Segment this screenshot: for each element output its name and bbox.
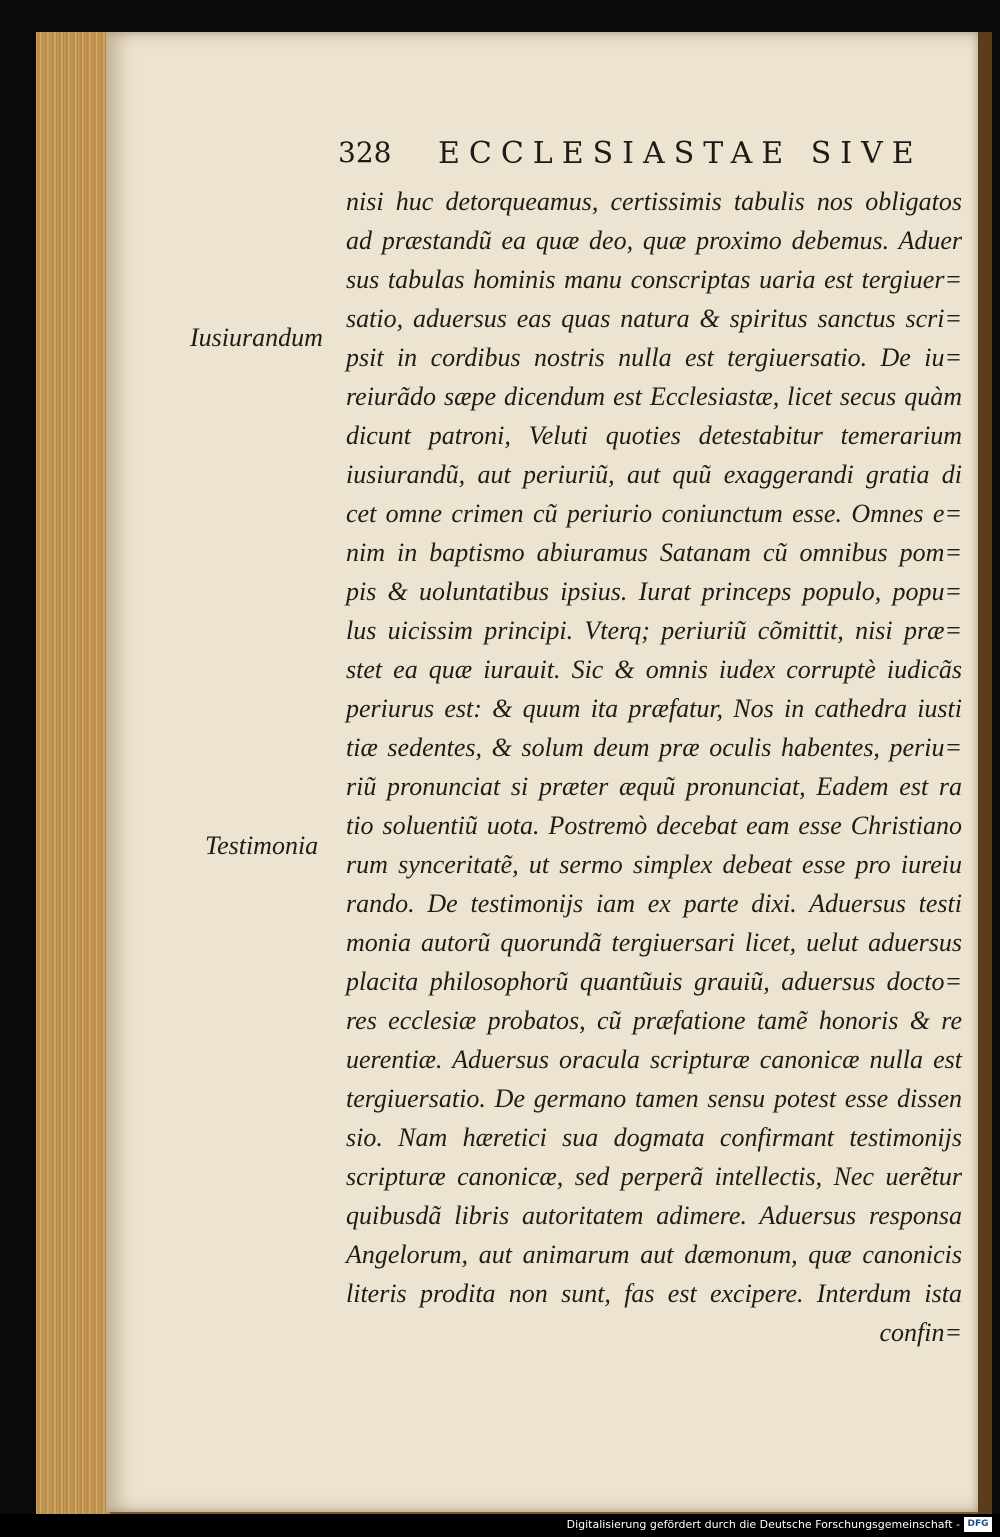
- text-line: uerentiæ. Aduersus oracula scripturæ canonicæ nulla est: [346, 1045, 962, 1074]
- text-line: dicunt patroni, Veluti quoties detestabitur temerarium: [346, 421, 962, 450]
- text-line: nisi huc detorqueamus, certissimis tabulis nos obligatos: [346, 187, 962, 216]
- text-line: periurus est: & quum ita præfatur, Nos in cathedra iusti: [346, 694, 962, 723]
- text-line: quibusdã libris autoritatem adimere. Aduersus responsa: [346, 1201, 962, 1230]
- text-line: sus tabulas hominis manu conscriptas uaria est tergiuer=: [346, 265, 962, 294]
- catchword: confin=: [879, 1318, 962, 1347]
- text-line: pis & uoluntatibus ipsius. Iurat princeps populo, popu=: [346, 577, 962, 606]
- text-line: iusiurandũ, aut periuriũ, aut quũ exaggerandi gratia di: [346, 460, 962, 489]
- footer-bar: [0, 1514, 1000, 1537]
- text-line: scripturæ canonicæ, sed perperã intellectis, Nec uerẽtur: [346, 1162, 962, 1191]
- text-line: tiæ sedentes, & solum deum præ oculis habentes, periu=: [346, 733, 962, 762]
- text-line: nim in baptismo abiuramus Satanam cũ omnibus pom=: [346, 538, 962, 567]
- body-text: [346, 182, 962, 1352]
- text-line: reiurãdo sæpe dicendum est Ecclesiastæ, licet secus quàm: [346, 382, 962, 411]
- marginal-note-iusiurandum: Iusiurandum: [190, 323, 323, 352]
- text-line: cet omne crimen cũ periurio coniunctum esse. Omnes e=: [346, 499, 962, 528]
- binding-edge: [978, 32, 992, 1514]
- text-line: Angelorum, aut animarum aut dæmonum, quæ canonicis: [346, 1240, 962, 1269]
- text-line: literis prodita non sunt, fas est excipere. Interdum ista: [346, 1279, 962, 1308]
- text-line: tio soluentiũ uota. Postremò decebat eam esse Christiano: [346, 811, 962, 840]
- text-line: monia autorũ quorundã tergiuersari licet, uelut aduersus: [346, 928, 962, 957]
- text-line: psit in cordibus nostris nulla est tergiuersatio. De iu=: [346, 343, 962, 372]
- text-line: sio. Nam hæretici sua dogmata confirmant testimonijs: [346, 1123, 962, 1152]
- text-line: satio, aduersus eas quas natura & spiritus sanctus scri=: [346, 304, 962, 333]
- marginal-note-testimonia: Testimonia: [205, 831, 319, 860]
- text-line: riũ pronunciat si præter æquũ pronunciat, Eadem est ra: [346, 772, 962, 801]
- running-head: [338, 136, 958, 176]
- text-line: stet ea quæ iurauit. Sic & omnis iudex corruptè iudicãs: [346, 655, 962, 684]
- text-line: lus uicissim principi. Vterq; periuriũ cõmittit, nisi præ=: [346, 616, 962, 645]
- text-line: tergiuersatio. De germano tamen sensu potest esse dissen: [346, 1084, 962, 1113]
- text-line: res ecclesiæ probatos, cũ præfatione tamẽ honoris & re: [346, 1006, 962, 1035]
- text-line: placita philosophorũ quantũuis grauiũ, aduersus docto=: [346, 967, 962, 996]
- running-title: ECCLESIASTAE SIVE: [438, 136, 923, 171]
- text-line: rum synceritatẽ, ut sermo simplex debeat esse pro iureiu: [346, 850, 962, 879]
- dfg-logo: DFG: [964, 1517, 992, 1532]
- page-number: 328: [338, 136, 392, 169]
- page-edges: [36, 32, 110, 1514]
- text-line: rando. De testimonijs iam ex parte dixi. Aduersus testi: [346, 889, 962, 918]
- text-line: ad præstandũ ea quæ deo, quæ proximo debemus. Aduer: [346, 226, 962, 255]
- funding-credit: Digitalisierung gefördert durch die Deutsche Forschungsgemeinschaft -: [566, 1518, 960, 1531]
